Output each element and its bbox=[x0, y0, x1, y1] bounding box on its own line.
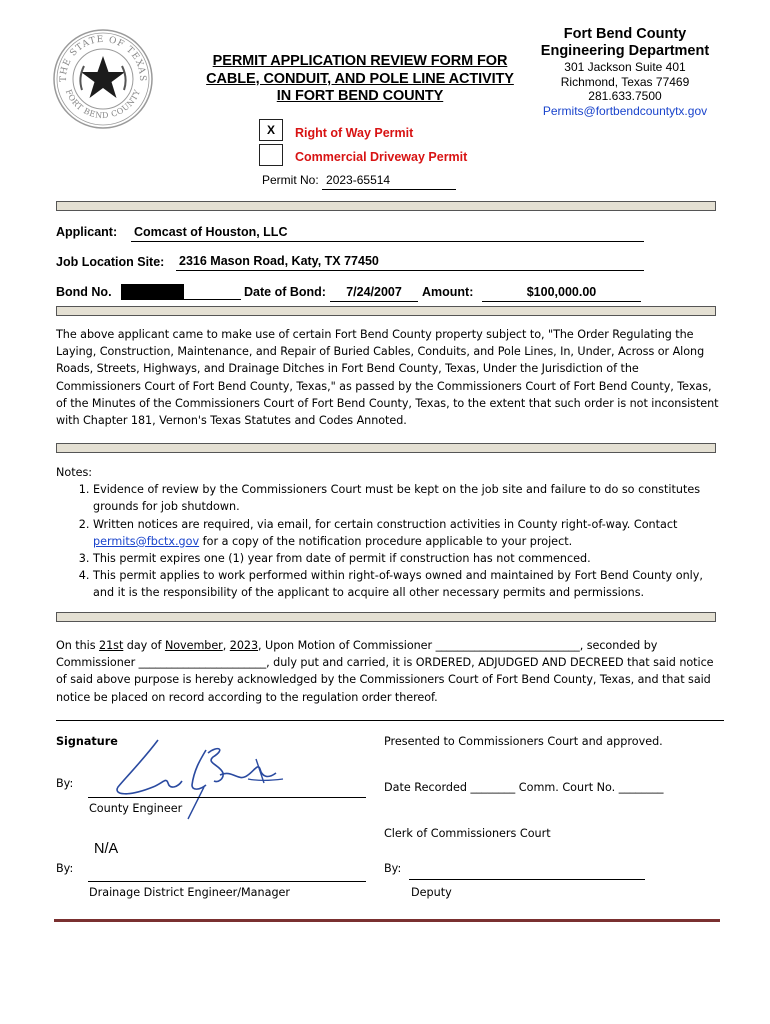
email-link[interactable]: Permits@fortbendcountytx.gov bbox=[542, 103, 708, 118]
note-item: 3. This permit expires one (1) year from date of permit if construction has not commenced. bbox=[93, 550, 720, 567]
amount-value: $100,000.00 bbox=[482, 285, 641, 302]
note-item: 1. Evidence of review by the Commissioners Court must be kept on the job site and failure to do so constitutes grounds for job shutdown. bbox=[93, 481, 720, 515]
permits-email-link[interactable]: permits@fbctx.gov bbox=[93, 534, 200, 548]
by-label: By: bbox=[384, 862, 402, 875]
by-label: By: bbox=[56, 862, 74, 875]
svg-text:FORT BEND COUNTY bbox=[64, 88, 142, 120]
org-name: Fort Bend County bbox=[563, 26, 687, 42]
permit-number-value: 2023-65514 bbox=[322, 173, 456, 190]
seal-bottom-text: FORT BEND COUNTY bbox=[63, 88, 143, 121]
permit-number bbox=[262, 173, 456, 190]
seal-star-icon bbox=[81, 56, 125, 98]
title-line-3: IN FORT BEND COUNTY bbox=[276, 88, 444, 104]
county-engineer-label: County Engineer bbox=[89, 802, 183, 815]
address-line-1: 301 Jackson Suite 401 bbox=[564, 60, 686, 74]
county-seal bbox=[52, 28, 154, 130]
bond-number-redaction bbox=[121, 284, 184, 299]
bond-number-field bbox=[121, 284, 241, 300]
title-line-2: CABLE, CONDUIT, AND POLE LINE ACTIVITY bbox=[206, 70, 514, 87]
order-reference-paragraph: The above applicant came to make use of certain Fort Bend County property subject to, "The Order Regulating the Laying, Construction, Maintenance, and Repair of Buried Cables, Conduits, and Pole Lines, In, Under, Across or Along Roads, Streets, Highways, and Drainage Ditches in Fort Bend County, Texas, Under the Jurisdiction of the Commissioners Court of Fort Bend County, Texas," as passed by the Commissioners Court of Fort Bend County, Texas, of the Minutes of the Commissioners Court of Fort Bend County, Texas, to the extent that such order is not inconsistent with Chapter 181, Vernon's Texas Statutes and Codes Annoted. bbox=[56, 328, 719, 428]
job-location-label: Job Location Site: bbox=[56, 255, 165, 269]
job-location-value: 2316 Mason Road, Katy, TX 77450 bbox=[176, 254, 644, 271]
signature-heading: Signature bbox=[56, 735, 118, 748]
clerk-label: Clerk of Commissioners Court bbox=[384, 827, 551, 840]
department-header bbox=[530, 26, 720, 118]
na-entry: N/A bbox=[94, 841, 119, 857]
order-year: 2023 bbox=[229, 639, 259, 652]
divider-line bbox=[56, 720, 724, 721]
section-divider-bar bbox=[56, 306, 716, 316]
amount-label: Amount: bbox=[422, 285, 474, 299]
date-recorded-text: Date Recorded ________ Comm. Court No. ________ bbox=[384, 781, 664, 794]
phone-number: 281.633.7500 bbox=[588, 89, 662, 103]
address-line-2: Richmond, Texas 77469 bbox=[560, 74, 690, 89]
drainage-engineer-label: Drainage District Engineer/Manager bbox=[89, 886, 291, 899]
signature-line bbox=[88, 881, 366, 882]
commissioners-order-paragraph: On this 21st day of November, 2023, Upon Motion of Commissioner __________________________, seconded by Commissioner _______________________, duly put and carried, it is ORDERED, ADJUDGED AND DECREED that said notice of said above purpose is hereby acknowledged by the Commissioners Court of Fort Bend County, Texas, and that said notice be placed on record according to the regulation order thereof. bbox=[56, 639, 714, 704]
form-title bbox=[190, 53, 530, 106]
title-line-1: PERMIT APPLICATION REVIEW FORM FOR bbox=[212, 53, 508, 69]
notes-heading: Notes: bbox=[56, 466, 93, 479]
section-divider-bar bbox=[56, 612, 716, 622]
permit-number-label: Permit No: bbox=[262, 173, 319, 187]
signature-line bbox=[88, 797, 366, 798]
bond-number-label: Bond No. bbox=[56, 285, 112, 299]
right-of-way-checkbox[interactable]: X bbox=[259, 119, 283, 141]
note-item: 2. Written notices are required, via email, for certain construction activities in County right-of-way. Contact permits@fbctx.gov for a copy of the notification procedure applicable to your project. bbox=[93, 516, 720, 550]
commercial-driveway-checkbox[interactable] bbox=[259, 144, 283, 166]
commercial-driveway-label: Commercial Driveway Permit bbox=[295, 150, 468, 164]
section-divider-bar bbox=[56, 443, 716, 453]
order-day: 21st bbox=[99, 639, 124, 652]
order-month: November bbox=[164, 639, 223, 652]
applicant-value: Comcast of Houston, LLC bbox=[131, 225, 644, 242]
notes-section bbox=[56, 464, 720, 602]
presented-text: Presented to Commissioners Court and approved. bbox=[384, 735, 663, 748]
date-of-bond-value: 7/24/2007 bbox=[330, 285, 418, 302]
date-of-bond-label: Date of Bond: bbox=[244, 285, 326, 299]
right-of-way-label: Right of Way Permit bbox=[295, 126, 414, 140]
by-label: By: bbox=[56, 777, 74, 790]
seal-top-text: THE STATE OF TEXAS bbox=[58, 34, 148, 83]
footer-divider bbox=[54, 919, 720, 922]
note-item: 4. This permit applies to work performed within right-of-ways owned and maintained by Fort Bend County only, and it is the responsibility of the applicant to acquire all other necessary permits and permissions. bbox=[93, 567, 720, 601]
applicant-label: Applicant: bbox=[56, 225, 118, 239]
department-name: Engineering Department bbox=[540, 43, 710, 59]
deputy-label: Deputy bbox=[411, 886, 452, 899]
signature-line bbox=[409, 879, 645, 880]
section-divider-bar bbox=[56, 201, 716, 211]
